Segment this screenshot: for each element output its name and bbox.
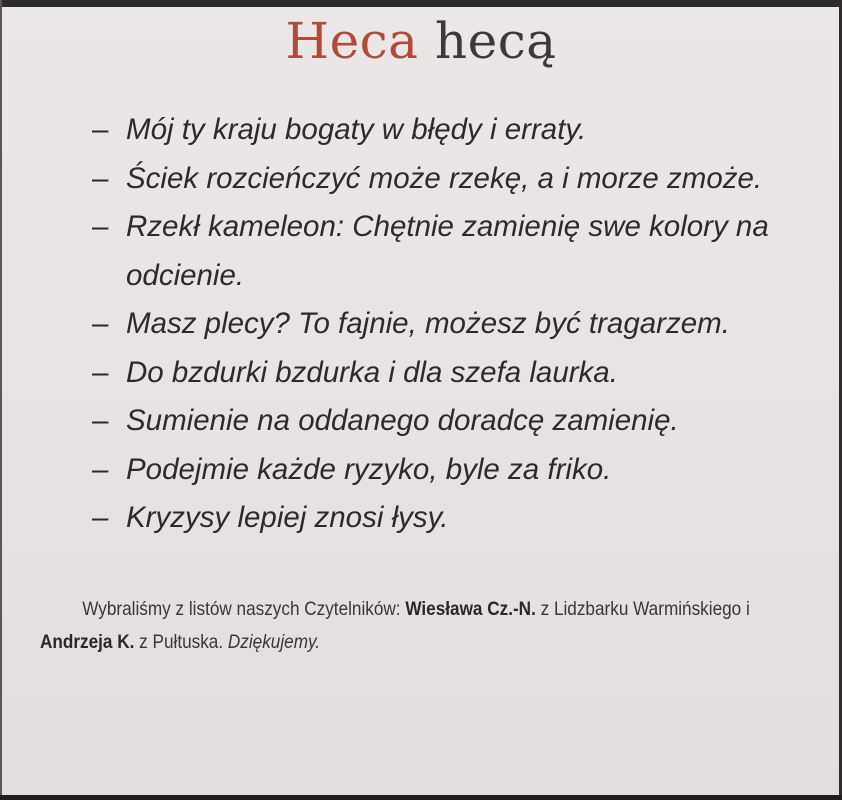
aphorism-text: Kryzysy lepiej znosi łysy. <box>126 501 449 534</box>
aphorism-text: Ściek rozcieńczyć może rzekę, a i morze zmoże. <box>126 161 763 195</box>
aphorism-text: Masz plecy? To fajnie, możesz być tragarzem. <box>126 307 730 340</box>
credits-location-1: z Lidzbarku Warmińskiego i <box>535 598 750 620</box>
aphorism-item <box>92 106 832 155</box>
aphorism-item <box>92 203 832 300</box>
credits-intro: Wybraliśmy z listów naszych Czytelników: <box>82 598 406 620</box>
aphorism-item <box>92 397 832 446</box>
aphorism-item <box>92 349 832 398</box>
credits-location-2: z Pułtuska. <box>134 631 228 653</box>
title-accent-word: Heca <box>285 12 419 70</box>
aphorism-text: Mój ty kraju bogaty w błędy i erraty. <box>126 113 587 146</box>
aphorism-item <box>92 300 832 349</box>
dash-mark: – <box>92 161 109 195</box>
title-main-word: hecą <box>434 12 557 70</box>
aphorism-text: Do bzdurki bzdurka i dla szefa laurka. <box>126 355 618 389</box>
credits-thanks: Dziękujemy. <box>227 631 321 653</box>
dash-mark: – <box>92 452 109 486</box>
credits-paragraph <box>40 593 821 659</box>
credits-author-1: Wiesława Cz.-N. <box>405 598 536 620</box>
bottom-border <box>0 795 842 800</box>
left-border <box>0 0 2 800</box>
dash-mark: – <box>92 404 109 437</box>
credits-author-2: Andrzeja K. <box>40 631 135 653</box>
aphorism-item <box>92 494 832 543</box>
aphorism-text: Podejmie każde ryzyko, byle za friko. <box>126 452 612 486</box>
dash-mark: – <box>92 307 109 340</box>
dash-mark: – <box>92 210 109 243</box>
aphorism-item <box>92 155 832 204</box>
aphorism-list <box>92 106 832 543</box>
top-border <box>0 0 842 7</box>
aphorism-text: Sumienie na oddanego doradcę zamienię. <box>126 404 679 437</box>
aphorism-text: Rzekł kameleon: Chętnie zamienię swe kolory na odcienie. <box>126 210 769 292</box>
dash-mark: – <box>92 355 109 389</box>
dash-mark: – <box>92 113 109 146</box>
page-title <box>0 8 842 74</box>
dash-mark: – <box>92 501 109 534</box>
aphorism-item <box>92 446 832 495</box>
